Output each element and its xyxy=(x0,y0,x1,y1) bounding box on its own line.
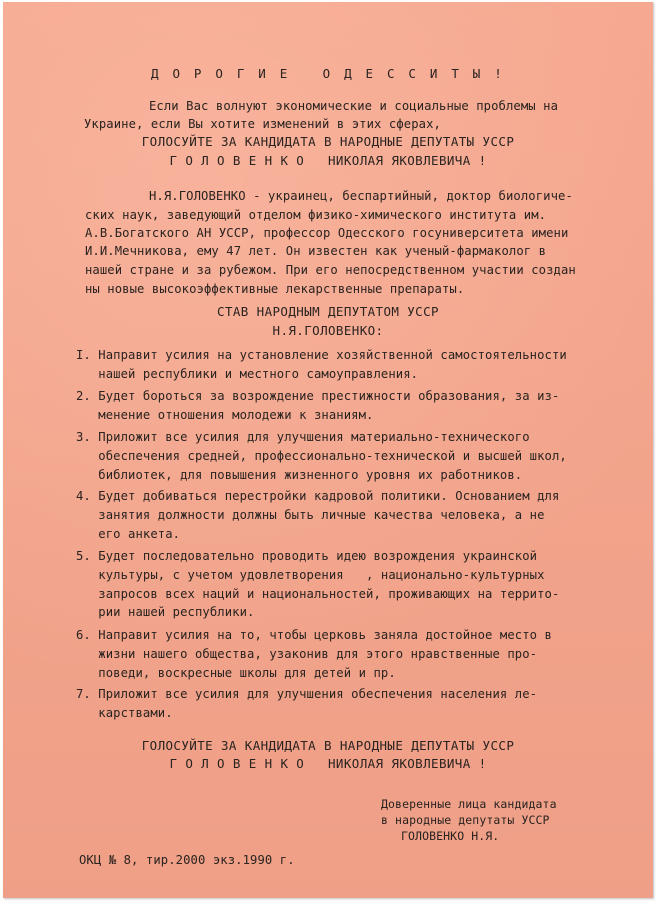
point-7-line: 7. Приложит все усилия для улучшения обеспечения населения ле- xyxy=(76,687,538,701)
point-5-line: рии нашей республики. xyxy=(76,605,255,619)
point-4-line: занятия должности должны быть личные качества человека, а не xyxy=(76,508,545,522)
point-3-line: библиотек, для повышения жизненного уровня их работников. xyxy=(76,468,523,482)
signature-line: в народные депутаты УССР xyxy=(381,813,550,827)
point-4-line: его анкета. xyxy=(76,527,181,541)
intro-line: Если Вас волнуют экономические и социальные проблемы на xyxy=(149,99,559,113)
subheading: СТАВ НАРОДНЫМ ДЕПУТАТОМ УССР xyxy=(217,304,439,319)
point-5-line: культуры, с учетом удовлетворения , национально-культурных xyxy=(76,568,545,582)
point-5-line: 5. Будет последовательно проводить идею возрождения украинской xyxy=(76,549,538,563)
intro-line: Украине, если Вы хотите изменений в этих сферах, xyxy=(84,117,441,131)
leaflet-sheet xyxy=(3,2,653,898)
point-4-line: 4. Будет добиваться перестройки кадровой политики. Основанием для xyxy=(76,489,560,503)
point-2-line: 2. Будет бороться за возрождение престижности образования, за из- xyxy=(76,389,560,403)
leaflet-heading: Д О Р О Г И Е О Д Е С С И Т Ы ! xyxy=(151,66,505,81)
bio-line: Н.Я.ГОЛОВЕНКО - украинец, беспартийный, доктор биологиче- xyxy=(149,189,573,203)
bio-line: А.В.Богатского АН УССР, профессор Одесского госуниверситета имени xyxy=(85,226,569,240)
point-1-line: нашей республики и местного самоуправления. xyxy=(76,367,419,381)
candidate-name-bottom: Г О Л О В Е Н К О НИКОЛАЯ ЯКОВЛЕВИЧА ! xyxy=(169,756,487,771)
subheading: Н.Я.ГОЛОВЕНКО: xyxy=(272,323,384,338)
point-7-line: карствами. xyxy=(76,706,173,720)
signature-line: Доверенные лица кандидата xyxy=(381,797,557,811)
point-3-line: 3. Приложит все усилия для улучшения материально-технического xyxy=(76,430,530,444)
vote-call-top: ГОЛОСУЙТЕ ЗА КАНДИДАТА В НАРОДНЫЕ ДЕПУТАТЫ УССР xyxy=(141,134,515,149)
point-2-line: менение отношения молодежи к знаниям. xyxy=(76,408,374,422)
print-imprint: ОКЦ № 8, тир.2000 экз.1990 г. xyxy=(79,853,295,867)
bio-line: нашей стране и за рубежом. При его непосредственном участии создан xyxy=(85,263,576,277)
point-5-line: запросов всех наций и национальностей, проживающих на террито- xyxy=(76,587,560,601)
bio-line: ских наук, заведующий отделом физико-химического института им. xyxy=(85,208,547,222)
bio-line: И.И.Мечникова, ему 47 лет. Он известен как ученый-фармаколог в xyxy=(85,244,547,258)
point-1-line: I. Направит усилия на установление хозяйственной самостоятельности xyxy=(76,348,567,362)
point-3-line: обеспечения средней, профессионально-технической и высшей школ, xyxy=(76,449,567,463)
point-6-line: 6. Направит усилия на то, чтобы церковь заняла достойное место в xyxy=(76,628,552,642)
bio-line: ны новые высокоэффективные лекарственные препараты. xyxy=(85,282,465,296)
candidate-name-top: Г О Л О В Е Н К О НИКОЛАЯ ЯКОВЛЕВИЧА ! xyxy=(169,153,487,168)
signature-line: ГОЛОВЕНКО Н.Я. xyxy=(401,829,500,843)
point-6-line: жизни нашего общества, узаконив для этого нравственные про- xyxy=(76,647,538,661)
point-6-line: поведи, воскресные школы для детей и пр. xyxy=(76,666,396,680)
vote-call-bottom: ГОЛОСУЙТЕ ЗА КАНДИДАТА В НАРОДНЫЕ ДЕПУТАТЫ УССР xyxy=(141,738,515,753)
